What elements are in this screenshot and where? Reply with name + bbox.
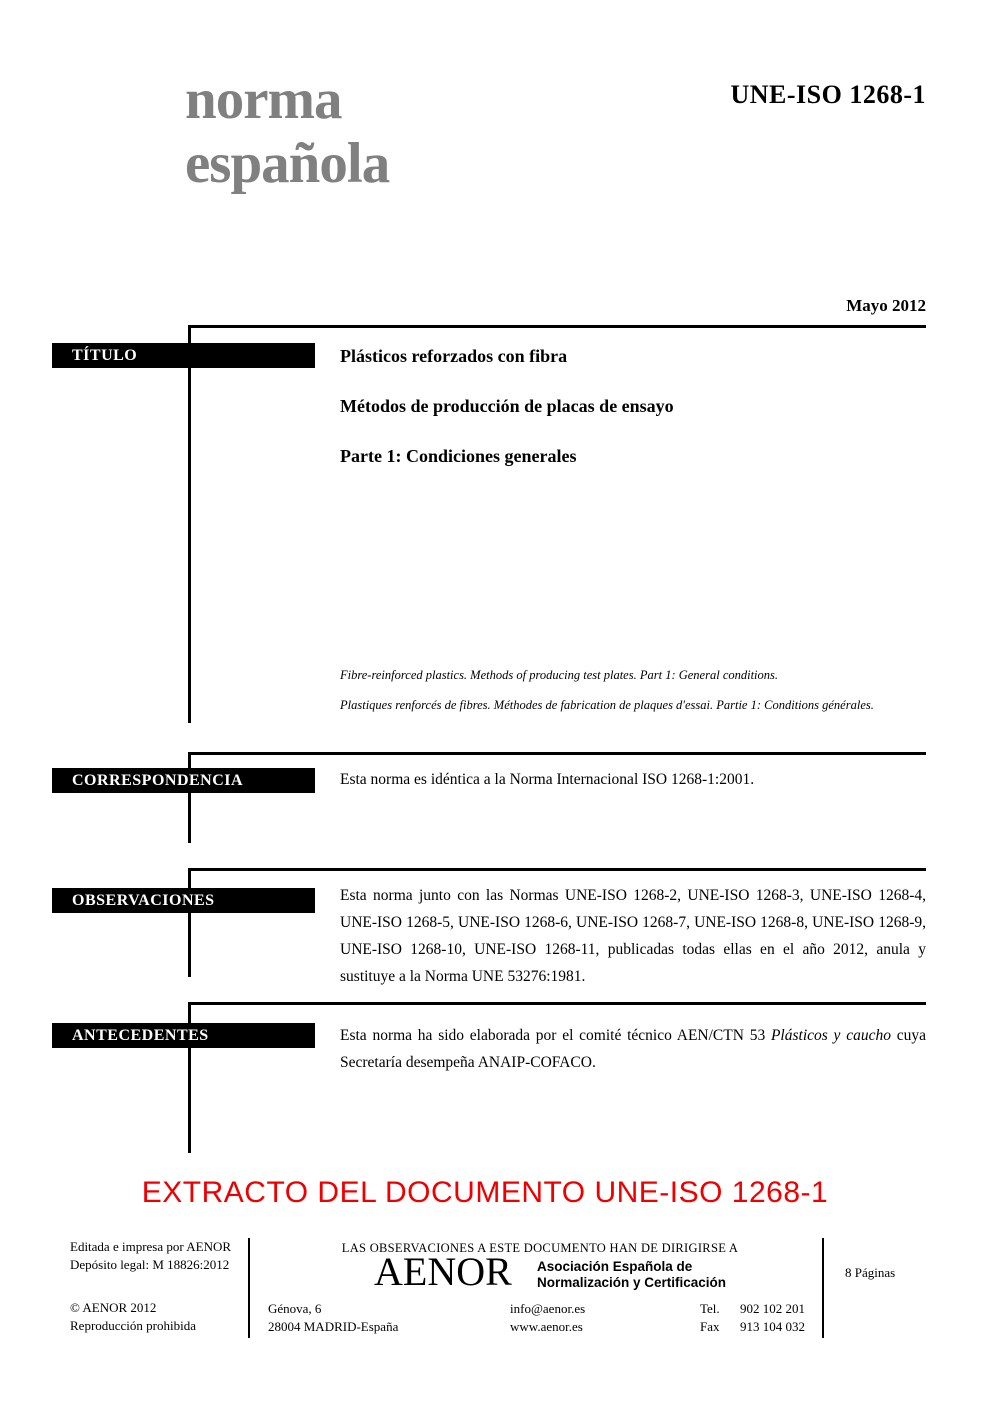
footer-website: www.aenor.es	[510, 1319, 583, 1334]
observaciones-top-rule	[188, 868, 926, 871]
titulo-top-rule	[188, 325, 926, 328]
footer-imprint	[70, 1238, 231, 1274]
title-translation-french: Plastiques renforcés de fibres. Méthodes de fabrication de plaques d'essai. Partie 1: Conditions générales.	[340, 698, 874, 712]
observaciones-text: Esta norma junto con las Normas UNE-ISO 1268-2, UNE-ISO 1268-3, UNE-ISO 1268-4, UNE-ISO 1268-5, UNE-ISO 1268-6, UNE-ISO 1268-7, UNE-ISO 1268-8, UNE-ISO 1268-9, UNE-ISO 1268-10, UNE-ISO 1268-11, publicadas todas ellas en el año 2012, anula y sustituye a la Norma UNE 53276:1981.	[340, 887, 926, 985]
logo-line-2: española	[185, 132, 390, 195]
footer-address-line-1: Génova, 6	[268, 1301, 322, 1316]
title-line-1: Plásticos reforzados con fibra	[340, 346, 568, 366]
aenor-tagline	[537, 1259, 726, 1291]
aenor-tagline-line-1: Asociación Española de	[537, 1259, 693, 1274]
correspondencia-text: Esta norma es idéntica a la Norma Internacional ISO 1268-1:2001.	[340, 771, 755, 788]
footer-imprint-line-2: Depósito legal: M 18826:2012	[70, 1257, 230, 1272]
footer-observations-notice: LAS OBSERVACIONES A ESTE DOCUMENTO HAN DE DIRIGIRSE A	[341, 1241, 739, 1255]
footer-copyright	[70, 1299, 196, 1335]
footer-divider-right	[822, 1238, 824, 1338]
footer-email: info@aenor.es	[510, 1301, 586, 1316]
observaciones-vertical-line	[188, 868, 191, 977]
extract-notice: EXTRACTO DEL DOCUMENTO UNE-ISO 1268-1	[141, 1176, 829, 1209]
titulo-vertical-line	[188, 325, 191, 723]
logo-line-1: norma	[185, 68, 342, 131]
footer-web-contacts	[510, 1300, 585, 1336]
antecedentes-text-before: Esta norma ha sido elaborada por el comité técnico AEN/CTN 53	[340, 1027, 771, 1044]
title-translation-english: Fibre-reinforced plastics. Methods of producing test plates. Part 1: General conditions.	[340, 668, 779, 682]
footer-tel-value: 902 102 201	[740, 1301, 805, 1316]
aenor-tagline-line-2: Normalización y Certificación	[537, 1275, 727, 1290]
antecedentes-text-after: cuya Secretaría desempeña ANAIP-COFACO.	[340, 1027, 926, 1071]
norma-espanola-logo	[185, 68, 389, 196]
footer-page-count: 8 Páginas	[845, 1265, 896, 1280]
footer-fax-row	[700, 1318, 805, 1336]
footer-copyright-line-2: Reproducción prohibida	[70, 1318, 196, 1333]
footer-tel-row	[700, 1300, 805, 1318]
aenor-logo: AENOR	[374, 1249, 512, 1294]
footer-divider-left	[248, 1238, 250, 1338]
correspondencia-label: CORRESPONDENCIA	[52, 768, 315, 793]
footer-phone-contacts	[700, 1300, 805, 1336]
antecedentes-committee-name: Plásticos y caucho	[770, 1027, 891, 1044]
antecedentes-top-rule	[188, 1002, 926, 1005]
titulo-label: TÍTULO	[52, 343, 315, 368]
footer-address-line-2: 28004 MADRID-España	[268, 1319, 399, 1334]
correspondencia-vertical-line	[188, 752, 191, 843]
footer-tel-label: Tel.	[700, 1301, 720, 1316]
footer-copyright-line-1: © AENOR 2012	[70, 1300, 157, 1315]
footer-fax-value: 913 104 032	[740, 1319, 805, 1334]
document-date: Mayo 2012	[846, 296, 926, 315]
antecedentes-label: ANTECEDENTES	[52, 1023, 315, 1048]
footer-fax-label: Fax	[700, 1319, 720, 1334]
observaciones-label: OBSERVACIONES	[52, 888, 315, 913]
footer-address	[268, 1300, 398, 1336]
title-line-2: Métodos de producción de placas de ensayo	[340, 396, 674, 416]
correspondencia-top-rule	[188, 752, 926, 755]
title-line-3: Parte 1: Condiciones generales	[340, 446, 577, 466]
footer-imprint-line-1: Editada e impresa por AENOR	[70, 1239, 232, 1254]
antecedentes-text	[340, 1022, 926, 1076]
document-code: UNE-ISO 1268-1	[730, 80, 926, 109]
